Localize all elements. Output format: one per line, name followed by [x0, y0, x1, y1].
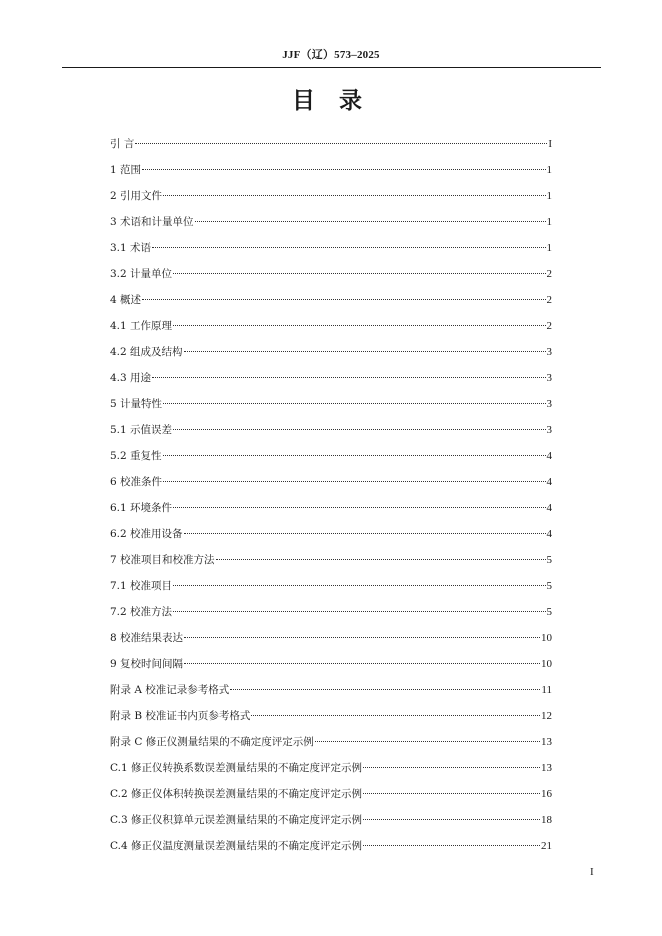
toc-entry-page: 13	[541, 762, 552, 774]
toc-entry-page: 1	[546, 164, 552, 176]
toc-dot-leader	[173, 585, 545, 586]
toc-dot-leader	[230, 689, 540, 690]
toc-entry-label: 6.2 校准用设备	[110, 528, 183, 540]
toc-entry-page: 1	[546, 216, 552, 228]
toc-dot-leader	[135, 143, 547, 144]
toc-entry[interactable]	[110, 396, 552, 422]
toc-entry-page: 16	[541, 788, 552, 800]
toc-entry-page: 5	[546, 606, 552, 618]
toc-entry-page: 1	[546, 242, 552, 254]
toc-entry-label: 7 校准项目和校准方法	[110, 554, 215, 566]
toc-entry[interactable]	[110, 734, 552, 760]
toc-entry-label: 1 范围	[110, 164, 142, 176]
toc-entry-page: 10	[541, 658, 552, 670]
toc-dot-leader	[184, 351, 546, 352]
toc-entry[interactable]	[110, 474, 552, 500]
toc-entry[interactable]	[110, 656, 552, 682]
toc-dot-leader	[142, 169, 545, 170]
toc-entry-label: C.2 修正仪体积转换误差测量结果的不确定度评定示例	[110, 788, 363, 800]
toc-entry-page: 4	[546, 528, 552, 540]
toc-entry-label: 8 校准结果表达	[110, 632, 184, 644]
toc-entry-label: 4 概述	[110, 294, 142, 306]
toc-dot-leader	[363, 767, 540, 768]
toc-entry[interactable]	[110, 552, 552, 578]
toc-entry-page: 2	[546, 294, 552, 306]
toc-entry-page: 13	[541, 736, 552, 748]
toc-entry[interactable]	[110, 786, 552, 812]
toc-entry-page: 3	[546, 372, 552, 384]
toc-dot-leader	[163, 195, 545, 196]
toc-entry-label: 7.1 校准项目	[110, 580, 173, 592]
toc-entry[interactable]	[110, 188, 552, 214]
toc-dot-leader	[152, 377, 545, 378]
toc-entry-label: 6 校准条件	[110, 476, 163, 488]
toc-entry-label: 3 术语和计量单位	[110, 216, 194, 228]
toc-dot-leader	[163, 403, 545, 404]
toc-entry-page: 5	[546, 554, 552, 566]
toc-entry-page: 4	[546, 450, 552, 462]
toc-entry[interactable]	[110, 682, 552, 708]
toc-entry[interactable]	[110, 136, 552, 162]
toc-dot-leader	[363, 819, 540, 820]
document-header: JJF（辽）573–2025	[282, 49, 380, 61]
toc-entry-page: 1	[546, 190, 552, 202]
toc-entry-label: 5.2 重复性	[110, 450, 162, 462]
toc-entry[interactable]	[110, 526, 552, 552]
toc-entry-page: 4	[546, 476, 552, 488]
toc-entry-label: 附录 C 修正仪测量结果的不确定度评定示例	[110, 736, 314, 748]
toc-entry[interactable]	[110, 578, 552, 604]
toc-entry-label: 3.1 术语	[110, 242, 152, 254]
toc-entry[interactable]	[110, 292, 552, 318]
toc-entry-page: 3	[546, 346, 552, 358]
table-of-contents	[110, 136, 552, 864]
toc-entry[interactable]	[110, 500, 552, 526]
toc-entry-label: 7.2 校准方法	[110, 606, 173, 618]
toc-dot-leader	[315, 741, 540, 742]
toc-entry-label: 3.2 计量单位	[110, 268, 173, 280]
page-number: I	[590, 866, 594, 878]
toc-entry[interactable]	[110, 604, 552, 630]
toc-entry[interactable]	[110, 318, 552, 344]
toc-entry-page: 18	[541, 814, 552, 826]
toc-entry-label: 9 复校时间间隔	[110, 658, 184, 670]
toc-dot-leader	[216, 559, 546, 560]
toc-entry-label: 5.1 示值误差	[110, 424, 173, 436]
toc-entry-page: 4	[546, 502, 552, 514]
toc-entry[interactable]	[110, 214, 552, 240]
toc-entry-label: 5 计量特性	[110, 398, 163, 410]
toc-dot-leader	[363, 845, 540, 846]
toc-dot-leader	[251, 715, 540, 716]
toc-entry-page: 3	[546, 398, 552, 410]
header-divider	[62, 67, 601, 68]
toc-dot-leader	[163, 481, 545, 482]
toc-entry[interactable]	[110, 240, 552, 266]
toc-entry-label: C.1 修正仪转换系数误差测量结果的不确定度评定示例	[110, 762, 363, 774]
toc-dot-leader	[173, 611, 545, 612]
toc-entry-label: 4.2 组成及结构	[110, 346, 183, 358]
toc-entry[interactable]	[110, 448, 552, 474]
toc-entry-label: 附录 B 校准证书内页参考格式	[110, 710, 251, 722]
toc-entry-label: 6.1 环境条件	[110, 502, 173, 514]
toc-entry-label: 2 引用文件	[110, 190, 163, 202]
toc-dot-leader	[173, 325, 545, 326]
toc-dot-leader	[184, 663, 540, 664]
toc-entry[interactable]	[110, 344, 552, 370]
toc-dot-leader	[173, 273, 545, 274]
toc-dot-leader	[152, 247, 545, 248]
toc-entry-label: 附录 A 校准记录参考格式	[110, 684, 230, 696]
toc-entry-label: 引 言	[110, 138, 135, 150]
toc-entry-page: 2	[546, 320, 552, 332]
toc-dot-leader	[163, 455, 546, 456]
toc-entry-label: 4.1 工作原理	[110, 320, 173, 332]
toc-dot-leader	[184, 533, 546, 534]
toc-dot-leader	[173, 429, 545, 430]
toc-entry[interactable]	[110, 370, 552, 396]
toc-entry-page: 21	[541, 840, 552, 852]
toc-entry[interactable]	[110, 630, 552, 656]
page-title: 目 录	[291, 88, 370, 114]
toc-entry[interactable]	[110, 812, 552, 838]
toc-dot-leader	[173, 507, 545, 508]
toc-entry[interactable]	[110, 708, 552, 734]
toc-entry-page: 12	[541, 710, 552, 722]
toc-entry-label: C.3 修正仪积算单元误差测量结果的不确定度评定示例	[110, 814, 363, 826]
toc-entry-page: I	[548, 138, 552, 150]
toc-entry-label: C.4 修正仪温度测量误差测量结果的不确定度评定示例	[110, 840, 363, 852]
toc-entry[interactable]	[110, 266, 552, 292]
toc-dot-leader	[142, 299, 545, 300]
toc-entry[interactable]	[110, 162, 552, 188]
toc-dot-leader	[184, 637, 540, 638]
toc-entry-page: 5	[546, 580, 552, 592]
toc-dot-leader	[195, 221, 546, 222]
toc-entry-page: 2	[546, 268, 552, 280]
toc-entry-label: 4.3 用途	[110, 372, 152, 384]
toc-entry-page: 3	[546, 424, 552, 436]
toc-entry-page: 11	[541, 684, 552, 696]
toc-dot-leader	[363, 793, 540, 794]
toc-entry[interactable]	[110, 838, 552, 864]
toc-entry-page: 10	[541, 632, 552, 644]
toc-entry[interactable]	[110, 422, 552, 448]
toc-entry[interactable]	[110, 760, 552, 786]
